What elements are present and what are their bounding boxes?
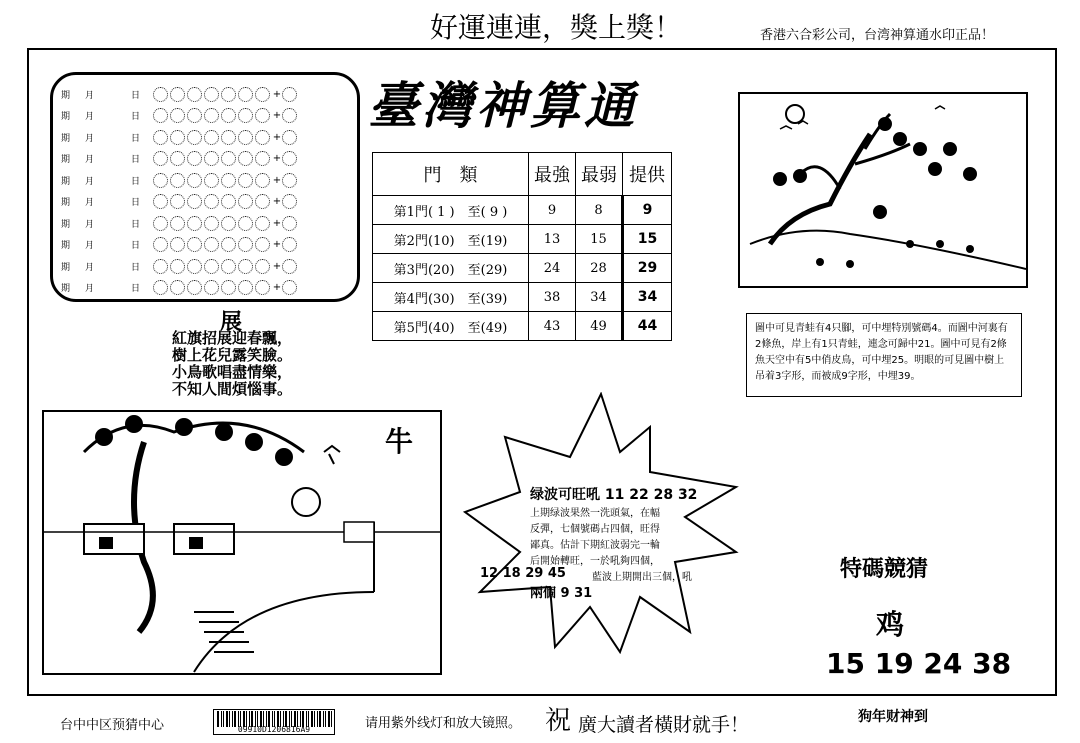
- grid-circle: [282, 194, 297, 209]
- header-door: 門 類: [373, 153, 529, 196]
- provide-cell: 9: [623, 196, 672, 225]
- grid-circle: [238, 173, 253, 188]
- grid-label-period: 期: [61, 241, 71, 251]
- grid-plus: +: [272, 88, 282, 100]
- grid-row: [61, 191, 299, 213]
- grid-circle: [204, 194, 219, 209]
- grid-circle: [238, 87, 253, 102]
- grid-circle: [187, 130, 202, 145]
- grid-row: [61, 277, 299, 299]
- grid-label-month: 月: [85, 176, 95, 187]
- grid-circle: [282, 280, 297, 295]
- grid-circle: [221, 194, 236, 209]
- grid-circle: [170, 237, 185, 252]
- grid-label-month: 月: [85, 198, 95, 208]
- grid-label-day: 日: [131, 176, 141, 187]
- grid-row: [61, 83, 299, 105]
- barcode: [213, 709, 335, 735]
- grid-circle: [204, 237, 219, 252]
- grid-label-day: 日: [131, 284, 141, 294]
- poem: [172, 330, 292, 398]
- door-cell: 第3門(20) 至(29): [373, 254, 529, 283]
- star-line-3: 反彈，七個號碼占四個，旺得: [530, 524, 660, 535]
- grid-plus: +: [272, 110, 282, 121]
- grid-plus: +: [272, 153, 282, 164]
- provide-cell: 15: [623, 225, 672, 254]
- grid-label-month: 月: [85, 90, 95, 101]
- grid-row: [61, 105, 299, 127]
- door-cell: 第2門(10) 至(19): [373, 225, 529, 254]
- grid-circle: [170, 130, 185, 145]
- grid-label-month: 月: [85, 219, 95, 230]
- blessing: 廣大讀者橫財就手！: [578, 714, 750, 736]
- grid-circle: [221, 87, 236, 102]
- grid-plus: +: [272, 239, 282, 250]
- grid-circle: [255, 216, 270, 231]
- grid-label-period: 期: [61, 90, 71, 101]
- grid-circle: [153, 280, 168, 295]
- table-row: [373, 312, 672, 341]
- grid-label-month: 月: [85, 133, 95, 144]
- grid-circle: [187, 237, 202, 252]
- grid-row: [61, 255, 299, 277]
- grid-circle: [153, 194, 168, 209]
- village-illustration: [44, 412, 440, 673]
- provide-cell: 29: [623, 254, 672, 283]
- door-cell: 第5門(40) 至(49): [373, 312, 529, 341]
- star-line-5: 后開始轉旺，一於吼夠四個，: [530, 556, 660, 567]
- grid-circle: [204, 280, 219, 295]
- weak-cell: 49: [576, 312, 623, 341]
- grid-label-month: 月: [85, 284, 95, 294]
- grid-plus: +: [272, 131, 282, 143]
- poem-line: 小鳥歌唱盡情樂，: [172, 363, 293, 381]
- grid-label-day: 日: [131, 219, 141, 230]
- grid-circle: [255, 237, 270, 252]
- grid-row: [61, 148, 299, 170]
- poem-title: 展: [220, 309, 243, 335]
- poem-line: 不知人間煩惱事。: [172, 380, 293, 398]
- star-line-6b: 藍波上期開出三個，吼: [592, 572, 692, 583]
- page-title: 臺灣神算通: [368, 76, 638, 135]
- starburst: [460, 392, 742, 654]
- grid-circle: [238, 259, 253, 274]
- provide-cell: 34: [623, 283, 672, 312]
- grid-plus: +: [272, 196, 282, 207]
- grid-circle: [204, 108, 219, 123]
- grid-circle: [282, 151, 297, 166]
- grid-circle: [170, 87, 185, 102]
- grid-circle: [221, 130, 236, 145]
- company-note: 香港六合彩公司，台湾神算通水印正品！: [760, 28, 995, 43]
- village-picture: [42, 410, 442, 675]
- grid-circle: [282, 130, 297, 145]
- grid-label-period: 期: [61, 219, 71, 230]
- grid-plus: +: [272, 217, 282, 229]
- header-weak: 最弱: [576, 153, 623, 196]
- grid-plus: +: [272, 282, 282, 293]
- grid-label-day: 日: [131, 90, 141, 101]
- strong-cell: 9: [529, 196, 576, 225]
- strong-cell: 24: [529, 254, 576, 283]
- grid-circle: [255, 173, 270, 188]
- description-box: 圖中可見青蛙有4只腳，可中埋特別號碼4。而圖中河裏有2條魚，岸上有1只青蛙，連念可歸中21。圖中可見有2條魚天空中有5中俏皮鳥，可中埋25。明眼的可見圖中樹上吊着3字形，而被成9字形，中埋39。: [746, 313, 1022, 397]
- footer-left: 台中中区预猜中心: [60, 718, 165, 733]
- weak-cell: 28: [576, 254, 623, 283]
- guess-numbers: 15 19 24 38: [826, 647, 1012, 680]
- weak-cell: 15: [576, 225, 623, 254]
- grid-circle: [153, 173, 168, 188]
- grid-circle: [221, 173, 236, 188]
- tree-illustration: [740, 94, 1026, 286]
- grid-circle: [282, 108, 297, 123]
- grid-circle: [187, 173, 202, 188]
- grid-circle: [204, 130, 219, 145]
- footer-right: 狗年财神到: [858, 709, 928, 725]
- grid-circle: [238, 216, 253, 231]
- grid-circle: [153, 216, 168, 231]
- grid-circle: [238, 151, 253, 166]
- grid-circle: [187, 151, 202, 166]
- barcode-text: 09910D1206816A9: [237, 725, 311, 734]
- grid-row: [61, 212, 299, 234]
- grid-circle: [187, 216, 202, 231]
- grid-circle: [255, 259, 270, 274]
- grid-circle: [238, 130, 253, 145]
- grid-circle: [221, 216, 236, 231]
- grid-circle: [187, 280, 202, 295]
- grid-circle: [170, 151, 185, 166]
- tree-picture: [738, 92, 1028, 288]
- grid-row: [61, 169, 299, 191]
- grid-circle: [204, 87, 219, 102]
- grid-label-period: 期: [61, 262, 71, 273]
- grid-label-period: 期: [61, 133, 71, 144]
- grid-label-month: 月: [85, 112, 95, 122]
- weak-cell: 34: [576, 283, 623, 312]
- grid-circle: [255, 130, 270, 145]
- poem-line: 紅旗招展迎春飄，: [172, 329, 293, 347]
- table-row: [373, 196, 672, 225]
- grid-label-period: 期: [61, 155, 71, 165]
- grid-label-day: 日: [131, 241, 141, 251]
- grid-circle: [282, 216, 297, 231]
- ox-label: 牛: [385, 425, 414, 458]
- grid-circle: [187, 87, 202, 102]
- strong-cell: 38: [529, 283, 576, 312]
- strong-cell: 13: [529, 225, 576, 254]
- table-header-row: [373, 153, 672, 196]
- strong-cell: 43: [529, 312, 576, 341]
- poem-line: 樹上花兒露笑臉。: [172, 346, 293, 364]
- grid-circle: [153, 237, 168, 252]
- grid-circle: [153, 87, 168, 102]
- grid-circle: [238, 194, 253, 209]
- grid-circle: [282, 87, 297, 102]
- grid-circle: [221, 108, 236, 123]
- grid-circle: [255, 87, 270, 102]
- footer-hint: 请用紫外线灯和放大镜照。: [365, 716, 522, 731]
- weak-cell: 8: [576, 196, 623, 225]
- grid-circle: [170, 108, 185, 123]
- header-provide: 提供: [623, 153, 672, 196]
- door-table: [372, 152, 672, 341]
- grid-circle: [170, 259, 185, 274]
- grid-circle: [153, 108, 168, 123]
- grid-circle: [282, 259, 297, 274]
- grid-circle: [170, 216, 185, 231]
- grid-row: [61, 234, 299, 256]
- grid-label-period: 期: [61, 112, 71, 122]
- grid-label-day: 日: [131, 133, 141, 144]
- grid-circle: [221, 237, 236, 252]
- grid-label-month: 月: [85, 241, 95, 251]
- grid-label-period: 期: [61, 284, 71, 294]
- grid-row: [61, 126, 299, 148]
- star-line-4: 鄙真。估計下期紅波弱完一輪: [530, 540, 660, 551]
- grid-circle: [238, 280, 253, 295]
- grid-circle: [238, 108, 253, 123]
- grid-label-day: 日: [131, 198, 141, 208]
- grid-circle: [238, 237, 253, 252]
- grid-label-month: 月: [85, 155, 95, 165]
- header-strong: 最強: [529, 153, 576, 196]
- table-row: [373, 254, 672, 283]
- star-line-6a: 12 18 29 45: [480, 566, 566, 581]
- grid-circle: [187, 108, 202, 123]
- star-line-1: 绿波可旺吼 11 22 28 32: [530, 487, 698, 503]
- door-cell: 第1門( 1 ) 至( 9 ): [373, 196, 529, 225]
- grid-circle: [204, 259, 219, 274]
- grid-circle: [282, 173, 297, 188]
- grid-circle: [221, 259, 236, 274]
- grid-circle: [170, 280, 185, 295]
- grid-circle: [153, 259, 168, 274]
- grid-label-day: 日: [131, 262, 141, 273]
- guess-animal: 鸡: [876, 608, 905, 641]
- headline: 好運連連，獎上獎！: [430, 11, 683, 44]
- grid-circle: [255, 280, 270, 295]
- grid-circle: [153, 130, 168, 145]
- grid-plus: +: [272, 174, 282, 186]
- provide-cell: 44: [623, 312, 672, 341]
- grid-label-month: 月: [85, 262, 95, 273]
- grid-circle: [255, 108, 270, 123]
- table-row: [373, 283, 672, 312]
- grid-circle: [187, 259, 202, 274]
- blessing-big: 祝: [545, 706, 572, 736]
- grid-label-period: 期: [61, 198, 71, 208]
- door-cell: 第4門(30) 至(39): [373, 283, 529, 312]
- grid-circle: [282, 237, 297, 252]
- grid-circle: [204, 216, 219, 231]
- star-line-2: 上期绿波果然一洗頭氣，在幅: [530, 508, 660, 519]
- grid-label-period: 期: [61, 176, 71, 187]
- grid-circle: [255, 194, 270, 209]
- grid-circle: [221, 151, 236, 166]
- grid-circle: [221, 280, 236, 295]
- grid-circle: [153, 151, 168, 166]
- number-grid: [50, 72, 360, 302]
- grid-label-day: 日: [131, 155, 141, 165]
- grid-circle: [255, 151, 270, 166]
- grid-circle: [204, 173, 219, 188]
- grid-circle: [170, 173, 185, 188]
- table-row: [373, 225, 672, 254]
- grid-circle: [170, 194, 185, 209]
- grid-plus: +: [272, 260, 282, 272]
- grid-circle: [187, 194, 202, 209]
- guess-title: 特碼競猜: [840, 557, 929, 582]
- star-line-7: 兩個 9 31: [530, 586, 593, 601]
- grid-circle: [204, 151, 219, 166]
- grid-label-day: 日: [131, 112, 141, 122]
